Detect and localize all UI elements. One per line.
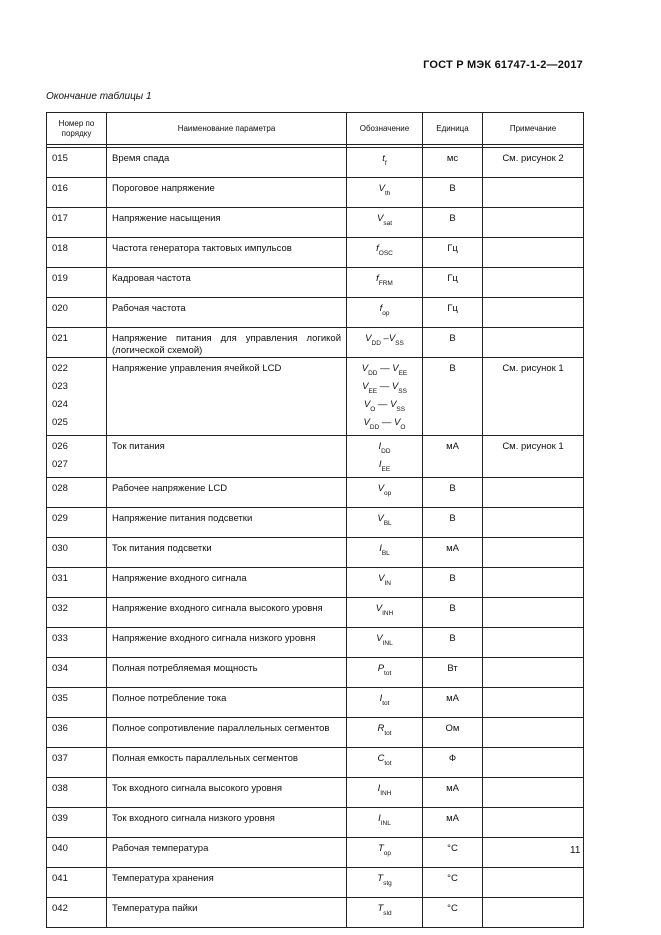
parameter-unit: мА [423,538,483,568]
row-number: 040 [52,843,68,854]
symbol-expression [377,513,392,527]
parameter-name: Ток входного сигнала высокого уровня [107,778,347,808]
symbol-subscript: op [384,490,392,497]
symbol-subscript: O [400,424,406,431]
symbol-subscript: DD [381,448,391,455]
symbol-subscript: th [384,190,391,197]
symbol-base: I [379,543,382,554]
symbol-expression [382,153,387,167]
parameter-name: Пороговое напряжение [107,178,347,208]
parameter-note [483,718,584,748]
symbol-expression [377,873,392,887]
parameter-note [483,868,584,898]
symbol-expression [376,213,392,227]
symbol-base: f [376,273,379,284]
parameter-symbol [347,598,423,628]
parameter-note [483,238,584,268]
symbol-subscript: op [383,850,392,857]
parameter-symbol [347,718,423,748]
symbol-base: I [378,441,382,452]
parameter-note: См. рисунок 1 [483,436,584,478]
parameter-name: Рабочее напряжение LCD [107,478,347,508]
parameter-name: Рабочая температура [107,838,347,868]
symbol-expression [352,459,417,477]
parameter-symbol [347,238,423,268]
symbol-subscript: O [370,406,376,413]
parameter-name: Напряжение питания подсветки [107,508,347,538]
row-number: 026 [52,441,68,452]
row-number: 028 [52,483,68,494]
row-number-cell [47,868,107,898]
table-row [47,178,584,208]
symbol-base: f [379,303,383,314]
symbol-base: R [377,723,385,734]
row-number-cell [47,748,107,778]
parameter-symbol [347,148,423,178]
row-number: 036 [52,723,68,734]
symbol-separator: — [377,381,392,392]
row-number-cell [47,688,107,718]
parameter-unit: °C [423,868,483,898]
parameter-unit: Вт [423,658,483,688]
table-row [47,628,584,658]
row-number-cell [47,598,107,628]
table-row [47,868,584,898]
row-number-cell [47,808,107,838]
symbol-base: T [377,843,384,854]
parameter-unit: °C [423,898,483,928]
table-row [47,808,584,838]
symbol-expression [377,723,392,737]
symbol-base: I [378,813,381,824]
symbol-subscript: DD [368,370,378,377]
parameter-name: Температура пайки [107,898,347,928]
parameter-unit: мА [423,688,483,718]
parameter-name: Ток питания [107,436,347,478]
row-number: 042 [52,903,68,914]
symbol-subscript: SS [398,388,407,395]
symbol-expression [378,813,391,827]
row-number: 017 [52,213,68,224]
symbol-expression [377,843,392,857]
row-number: 023 [52,381,68,392]
symbol-base: V [391,381,399,392]
table-row [47,658,584,688]
parameter-symbol [347,778,423,808]
row-number-cell [47,268,107,298]
parameter-symbol [347,628,423,658]
parameter-note [483,478,584,508]
parameter-symbol [347,538,423,568]
symbol-base: V [361,363,369,374]
parameter-name: Ток входного сигнала низкого уровня [107,808,347,838]
parameter-unit: Гц [423,268,483,298]
symbol-base: V [390,399,397,410]
row-number-cell [47,208,107,238]
table-header-row [47,113,584,145]
symbol-subscript: BL [383,520,392,527]
parameter-unit: Ом [423,718,483,748]
parameter-name: Напряжение входного сигнала высокого уровня [107,598,347,628]
parameter-unit: мА [423,778,483,808]
symbol-subscript: IN [384,580,391,587]
row-number-cell [47,568,107,598]
parameter-name: Температура хранения [107,868,347,898]
parameter-note [483,508,584,538]
row-number: 024 [52,399,68,410]
row-number-cell [47,178,107,208]
symbol-expression [376,633,393,647]
table-row [47,778,584,808]
parameter-symbol [347,178,423,208]
parameter-unit: мА [423,436,483,478]
symbol-subscript: INL [382,640,393,647]
parameter-note: См. рисунок 1 [483,358,584,436]
symbol-base: T [377,903,384,914]
row-number: 020 [52,303,68,314]
row-number-cell [47,328,107,358]
symbol-expression [378,183,391,197]
parameter-name: Напряжение питания для управления логикой (логической схемой) [107,328,347,358]
symbol-expression [379,693,390,707]
parameter-symbol [347,568,423,598]
parameter-symbol [347,268,423,298]
table-row [47,328,584,358]
parameter-note [483,208,584,238]
row-number: 034 [52,663,68,674]
symbol-subscript: INH [380,790,392,797]
symbol-expression [379,303,390,317]
parameter-unit: В [423,478,483,508]
row-number-cell [47,478,107,508]
row-number-cell [47,358,107,436]
table-row [47,748,584,778]
row-number: 038 [52,783,68,794]
parameter-note [483,268,584,298]
symbol-subscript: INH [382,610,394,617]
symbol-base: C [377,753,385,764]
row-number: 031 [52,573,68,584]
row-number: 030 [52,543,68,554]
symbol-subscript: sat [383,220,392,227]
table-row [47,436,584,478]
parameter-unit: мс [423,148,483,178]
parameter-note [483,598,584,628]
parameter-name: Полная емкость параллельных сегментов [107,748,347,778]
parameter-note [483,568,584,598]
table-row [47,298,584,328]
symbol-base: I [378,459,382,470]
symbol-base: V [365,333,372,344]
column-header-note: Примечание [483,113,584,145]
table-row [47,838,584,868]
table-row [47,568,584,598]
parameter-name: Кадровая частота [107,268,347,298]
symbol-expression [352,417,417,435]
parameter-note [483,808,584,838]
symbol-expression [378,573,391,587]
parameter-symbol [347,808,423,838]
symbol-base: V [378,183,385,194]
parameter-note [483,658,584,688]
symbol-subscript: EE [398,370,408,377]
symbol-expression [377,483,392,497]
symbol-base: V [394,417,401,428]
symbol-subscript: op [382,310,390,317]
table-row [47,358,584,436]
parameter-symbol [347,838,423,868]
parameter-symbol [347,868,423,898]
table-row [47,598,584,628]
row-number-cell [47,148,107,178]
parameter-symbol [347,658,423,688]
row-number-cell [47,238,107,268]
parameter-unit: мА [423,808,483,838]
column-header-name: Наименование параметра [107,113,347,145]
parameters-table [46,112,584,928]
row-number: 025 [52,417,68,428]
symbol-expression [365,333,404,347]
symbol-expression [375,603,394,617]
symbol-expression [352,441,417,459]
document-header: ГОСТ Р МЭК 61747-1-2—2017 [423,59,583,71]
parameter-unit: В [423,628,483,658]
parameter-unit: В [423,328,483,358]
row-number-cell [47,298,107,328]
column-header-symbol: Обозначение [347,113,423,145]
parameter-symbol [347,748,423,778]
parameter-unit: В [423,568,483,598]
symbol-subscript: stg [383,880,392,887]
parameter-name: Частота генератора тактовых импульсов [107,238,347,268]
symbol-base: V [377,513,384,524]
parameter-unit: Ф [423,748,483,778]
parameter-note [483,898,584,928]
table-row [47,898,584,928]
symbol-base: V [392,363,399,374]
parameter-note [483,628,584,658]
row-number-cell [47,508,107,538]
table-row [47,718,584,748]
symbol-subscript: EE [381,466,391,473]
parameter-unit: В [423,178,483,208]
symbol-base: V [376,633,383,644]
symbol-separator: — [379,417,395,428]
row-number: 041 [52,873,68,884]
symbol-separator: — [377,363,393,374]
symbol-base: I [379,693,383,704]
symbol-base: V [375,603,383,614]
row-number-cell [47,538,107,568]
parameter-unit: °C [423,838,483,868]
parameter-symbol [347,508,423,538]
table-row [47,688,584,718]
table-body [47,145,584,928]
table-row [47,268,584,298]
row-number-cell [47,838,107,868]
symbol-expression [377,783,392,797]
symbol-subscript: tot [384,760,392,767]
parameter-symbol [347,208,423,238]
symbol-base: f [376,243,379,254]
symbol-expression [376,243,393,257]
symbol-subscript: DD [369,424,380,431]
symbol-expression [377,753,392,767]
row-number: 016 [52,183,68,194]
symbol-subscript: SS [395,340,404,347]
parameter-note [483,838,584,868]
parameter-name: Полное сопротивление параллельных сегментов [107,718,347,748]
column-header-unit: Единица [423,113,483,145]
page-number: 11 [570,845,581,856]
table-row [47,508,584,538]
symbol-subscript: INL [380,820,391,827]
symbol-subscript: SS [396,406,406,413]
row-number: 039 [52,813,68,824]
row-number: 015 [52,153,68,164]
symbol-subscript: sld [383,910,392,917]
row-number-cell [47,658,107,688]
parameter-note [483,328,584,358]
parameter-symbol [347,358,423,436]
symbol-base: T [377,873,384,884]
symbol-separator: — [375,399,391,410]
symbol-base: V [362,381,369,392]
parameter-symbol [347,436,423,478]
row-number: 037 [52,753,68,764]
symbol-base: V [363,417,370,428]
parameter-unit: В [423,358,483,436]
symbol-base: I [377,783,381,794]
row-number-cell [47,898,107,928]
parameter-name: Ток питания подсветки [107,538,347,568]
parameter-note [483,298,584,328]
parameter-name: Напряжение входного сигнала низкого уровня [107,628,347,658]
parameter-name: Рабочая частота [107,298,347,328]
parameter-note [483,178,584,208]
symbol-base: P [377,663,385,674]
row-number: 027 [52,459,68,470]
symbol-base: V [377,483,385,494]
parameter-name: Время спада [107,148,347,178]
symbol-expression [377,663,392,677]
parameter-note [483,688,584,718]
row-number: 033 [52,633,68,644]
symbol-base: V [363,399,371,410]
parameter-note [483,778,584,808]
symbol-subscript: tot [384,670,392,677]
row-number: 019 [52,273,68,284]
parameter-unit: Гц [423,238,483,268]
parameter-name: Полное потребление тока [107,688,347,718]
symbol-subscript: tot [382,700,390,707]
table-row [47,538,584,568]
symbol-base: V [378,573,385,584]
row-number: 035 [52,693,68,704]
symbol-expression [377,903,392,917]
parameter-symbol [347,688,423,718]
row-number: 029 [52,513,68,524]
row-number: 022 [52,363,68,374]
symbol-subscript: tot [384,730,392,737]
parameter-name: Напряжение управления ячейкой LCD [107,358,347,436]
symbol-subscript: f [384,160,387,167]
symbol-expression [352,363,417,381]
symbol-subscript: EE [368,388,378,395]
row-number-cell [47,436,107,478]
row-number: 018 [52,243,68,254]
symbol-subscript: FRM [378,280,393,287]
symbol-expression [376,273,393,287]
parameter-unit: В [423,598,483,628]
table-row [47,208,584,238]
parameter-symbol [347,478,423,508]
symbol-expression [352,399,417,417]
row-number-cell [47,778,107,808]
symbol-subscript: DD [371,340,381,347]
symbol-subscript: BL [381,550,390,557]
row-number: 021 [52,333,68,344]
parameter-symbol [347,298,423,328]
symbol-subscript: OSC [378,250,393,257]
symbol-base: V [388,333,396,344]
row-number: 032 [52,603,68,614]
parameter-symbol [347,898,423,928]
symbol-expression [379,543,390,557]
row-number-cell [47,628,107,658]
parameter-name: Напряжение входного сигнала [107,568,347,598]
symbol-base: t [382,153,385,164]
parameter-unit: Гц [423,298,483,328]
parameter-unit: В [423,508,483,538]
symbol-expression [352,381,417,399]
parameter-name: Полная потребляемая мощность [107,658,347,688]
parameter-symbol [347,328,423,358]
table-caption: Окончание таблицы 1 [46,91,152,102]
parameter-name: Напряжение насыщения [107,208,347,238]
table-row [47,238,584,268]
parameter-unit: В [423,208,483,238]
table-row [47,478,584,508]
row-number-cell [47,718,107,748]
symbol-base: V [376,213,384,224]
table-row [47,148,584,178]
symbol-separator: – [380,333,389,344]
column-header-number: Номер по порядку [47,113,107,145]
parameter-note [483,538,584,568]
parameter-note: См. рисунок 2 [483,148,584,178]
parameter-note [483,748,584,778]
